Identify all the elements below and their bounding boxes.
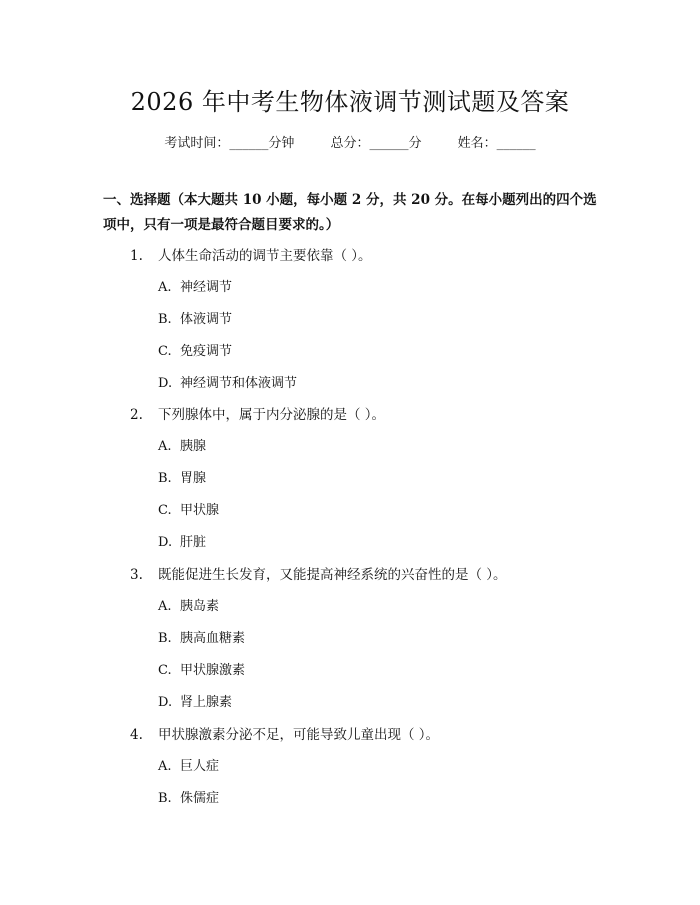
option-text: 肝脏 bbox=[180, 535, 207, 550]
question-text: 人体生命活动的调节主要依靠（ ）。 bbox=[158, 248, 372, 264]
option-letter: A. bbox=[158, 280, 172, 295]
question-number: 3. bbox=[130, 567, 143, 583]
question-number: 1. bbox=[130, 248, 143, 264]
option bbox=[158, 531, 206, 550]
document-title: 2026 年中考生物体液调节测试题及答案 bbox=[130, 88, 570, 116]
option-letter: B. bbox=[158, 312, 172, 327]
question-number: 4. bbox=[130, 727, 143, 743]
option-text: 甲状腺激素 bbox=[180, 663, 246, 678]
option-text: 神经调节 bbox=[180, 280, 233, 295]
option-text: 神经调节和体液调节 bbox=[180, 376, 298, 391]
option bbox=[158, 372, 297, 391]
option bbox=[158, 276, 232, 295]
option bbox=[158, 499, 219, 518]
option-letter: C. bbox=[158, 503, 172, 518]
option-letter: A. bbox=[158, 599, 172, 614]
option-text: 胰岛素 bbox=[180, 599, 220, 614]
option-text: 巨人症 bbox=[180, 759, 220, 774]
option-letter: D. bbox=[158, 695, 173, 710]
option bbox=[158, 691, 232, 710]
option-letter: D. bbox=[158, 535, 173, 550]
exam-score: 总分：______分 bbox=[330, 136, 422, 151]
option bbox=[158, 787, 219, 806]
student-name: 姓名：______ bbox=[457, 136, 536, 151]
option bbox=[158, 467, 206, 486]
option-text: 侏儒症 bbox=[180, 791, 220, 806]
option bbox=[158, 627, 245, 646]
option-letter: B. bbox=[158, 791, 172, 806]
option bbox=[158, 435, 206, 454]
option bbox=[158, 659, 245, 678]
question-1 bbox=[130, 244, 372, 264]
option bbox=[158, 308, 232, 327]
option-letter: A. bbox=[158, 759, 172, 774]
option bbox=[158, 595, 219, 614]
question-2 bbox=[130, 403, 385, 423]
section-heading: 一、选择题（本大题共 10 小题，每小题 2 分，共 20 分。在每小题列出的四个选项中，只有一项是最符合题目要求的。） bbox=[103, 192, 597, 233]
question-number: 2. bbox=[130, 407, 143, 423]
question-3 bbox=[130, 563, 507, 583]
option-letter: B. bbox=[158, 471, 172, 486]
option-letter: D. bbox=[158, 376, 173, 391]
option-letter: C. bbox=[158, 663, 172, 678]
option-letter: A. bbox=[158, 439, 172, 454]
option bbox=[158, 340, 232, 359]
question-text: 既能促进生长发育，又能提高神经系统的兴奋性的是（ ）。 bbox=[158, 567, 507, 583]
exam-time: 考试时间：______分钟 bbox=[164, 136, 295, 151]
exam-meta bbox=[0, 132, 700, 151]
question-text: 甲状腺激素分泌不足，可能导致儿童出现（ ）。 bbox=[158, 727, 440, 743]
option-text: 胰腺 bbox=[180, 439, 207, 454]
option bbox=[158, 755, 219, 774]
option-text: 免疫调节 bbox=[180, 344, 233, 359]
question-text: 下列腺体中，属于内分泌腺的是（ ）。 bbox=[158, 407, 386, 423]
option-letter: B. bbox=[158, 631, 172, 646]
option-letter: C. bbox=[158, 344, 172, 359]
option-text: 胰高血糖素 bbox=[180, 631, 246, 646]
question-4 bbox=[130, 723, 439, 743]
option-text: 甲状腺 bbox=[180, 503, 220, 518]
option-text: 胃腺 bbox=[180, 471, 207, 486]
option-text: 肾上腺素 bbox=[180, 695, 233, 710]
option-text: 体液调节 bbox=[180, 312, 233, 327]
